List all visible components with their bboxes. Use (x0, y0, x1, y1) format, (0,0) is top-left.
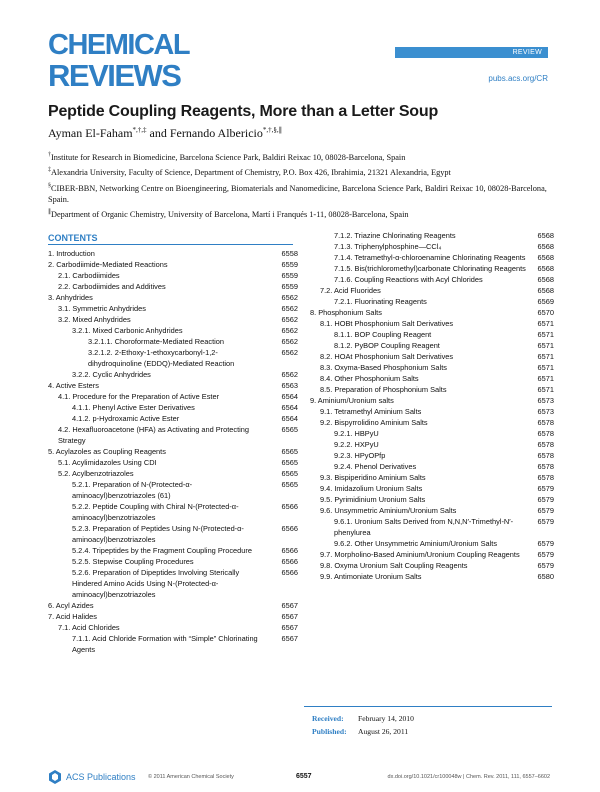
toc-entry-page: 6567 (281, 601, 298, 610)
toc-entry-page: 6571 (537, 319, 554, 328)
toc-entry[interactable] (310, 450, 554, 461)
toc-entry-page: 6567 (281, 612, 298, 621)
author-1-marks: *,†,‡ (132, 126, 147, 134)
toc-entry-page: 6565 (281, 458, 298, 467)
contents-divider (48, 244, 293, 245)
toc-entry[interactable] (48, 633, 298, 655)
toc-entry-page: 6558 (281, 249, 298, 258)
affiliation (48, 150, 558, 163)
toc-entry[interactable] (310, 461, 554, 472)
toc-entry[interactable] (48, 468, 298, 479)
toc-entry[interactable] (310, 252, 554, 263)
toc-entry[interactable] (48, 380, 298, 391)
affiliation (48, 165, 558, 178)
toc-entry-title: 4.2. Hexafluoroacetone (HFA) as Activating and Protecting Strategy (58, 425, 250, 445)
publisher-logo[interactable] (48, 770, 136, 784)
toc-entry-page: 6578 (537, 429, 554, 438)
toc-entry-title: 5.1. Acylimidazoles Using CDI (58, 458, 157, 467)
toc-entry-page: 6571 (537, 385, 554, 394)
toc-entry-page: 6565 (281, 447, 298, 456)
toc-entry-title: 7.1.6. Coupling Reactions with Acyl Chlorides (334, 275, 483, 284)
toc-entry-page: 6564 (281, 414, 298, 423)
toc-entry-page: 6559 (281, 271, 298, 280)
toc-entry[interactable] (48, 391, 298, 402)
toc-entry[interactable] (310, 263, 554, 274)
toc-entry-page: 6571 (537, 374, 554, 383)
toc-entry[interactable] (310, 241, 554, 252)
dates-divider (304, 706, 552, 707)
toc-entry[interactable] (48, 457, 298, 468)
toc-entry-title: 9.9. Antimoniate Uronium Salts (320, 572, 422, 581)
toc-entry-page: 6565 (281, 480, 298, 489)
toc-entry-page: 6565 (281, 469, 298, 478)
affiliations (48, 150, 558, 223)
toc-entry[interactable] (48, 446, 298, 457)
toc-entry-title: 3.2.1.2. 2-Ethoxy-1-ethoxycarbonyl-1,2-dihydroquinoline (EDDQ)-Mediated Reaction (88, 348, 235, 368)
author-1[interactable]: Ayman El-Faham (48, 126, 133, 140)
toc-entry-page: 6579 (537, 550, 554, 559)
toc-entry-title: 9.2. Bispyrrolidino Aminium Salts (320, 418, 428, 427)
toc-entry[interactable] (310, 318, 554, 329)
toc-entry[interactable] (48, 248, 298, 259)
toc-entry-title: 4.1. Procedure for the Preparation of Active Ester (58, 392, 220, 401)
logo-line1: CHEMICAL (48, 29, 190, 61)
toc-entry[interactable] (310, 472, 554, 483)
affiliation-text: Institute for Research in Biomedicine, Barcelona Science Park, Baldiri Reixac 10, 08028-Barcelona, Spain (51, 152, 406, 162)
toc-entry-page: 6579 (537, 517, 554, 526)
toc-entry-page: 6579 (537, 539, 554, 548)
toc-entry-title: 9.8. Oxyma Uronium Salt Coupling Reagents (320, 561, 468, 570)
toc-entry-page: 6568 (537, 242, 554, 251)
toc-entry-title: 9.6.2. Other Unsymmetric Aminium/Uronium Salts (334, 539, 498, 548)
toc-entry-page: 6578 (537, 451, 554, 460)
toc-entry-page: 6571 (537, 352, 554, 361)
toc-entry[interactable] (48, 292, 298, 303)
affiliation-text: Alexandria University, Faculty of Science, Department of Chemistry, P.O. Box 426, Ibrahimia, 21321 Alexandria, Egypt (51, 168, 451, 178)
received-date: February 14, 2010 (358, 714, 414, 723)
toc-entry-title: 3.2.1. Mixed Carbonic Anhydrides (72, 326, 183, 335)
toc-entry-page: 6578 (537, 440, 554, 449)
toc-entry[interactable] (48, 303, 298, 314)
toc-entry-page: 6579 (537, 484, 554, 493)
toc-entry[interactable] (310, 571, 554, 582)
toc-entry-page: 6569 (537, 297, 554, 306)
toc-entry-title: 7.2.1. Fluorinating Reagents (334, 297, 427, 306)
toc-entry[interactable] (48, 611, 298, 622)
toc-entry-page: 6562 (281, 348, 298, 357)
toc-entry[interactable] (48, 545, 298, 556)
journal-logo (48, 28, 198, 92)
toc-entry-title: 4. Active Esters (48, 381, 99, 390)
toc-entry-title: 9.1. Tetramethyl Aminium Salts (320, 407, 422, 416)
toc-entry[interactable] (310, 549, 554, 560)
toc-entry[interactable] (310, 230, 554, 241)
toc-entry-page: 6579 (537, 495, 554, 504)
toc-entry-title: 9.3. Bispiperidino Aminium Salts (320, 473, 426, 482)
affiliation-mark: ‡ (48, 167, 51, 174)
toc-entry-page: 6562 (281, 304, 298, 313)
toc-entry-title: 8.5. Preparation of Phosphonium Salts (320, 385, 447, 394)
toc-entry[interactable] (48, 567, 298, 600)
article-dates (312, 712, 414, 738)
author-list (48, 126, 282, 141)
toc-entry-title: 9.2.1. HBPyU (334, 429, 379, 438)
toc-entry-page: 6571 (537, 341, 554, 350)
toc-entry-page: 6568 (537, 231, 554, 240)
toc-entry-page: 6567 (281, 623, 298, 632)
toc-entry[interactable] (48, 270, 298, 281)
toc-entry-title: 8.1. HOBt Phosphonium Salt Derivatives (320, 319, 454, 328)
published-label: Published: (312, 727, 347, 736)
article-title: Peptide Coupling Reagents, More than a Letter Soup (48, 103, 439, 120)
toc-entry-page: 6568 (537, 253, 554, 262)
toc-entry-title: 5.2.6. Preparation of Dipeptides Involving Sterically Hindered Amino Acids Using N-(Protected-α-aminoacyl)benzotriazoles (72, 568, 240, 599)
toc-entry[interactable] (48, 336, 298, 347)
toc-entry[interactable] (310, 505, 554, 516)
toc-entry-title: 7.1.2. Triazine Chlorinating Reagents (334, 231, 456, 240)
toc-entry-page: 6580 (537, 572, 554, 581)
affiliation (48, 181, 558, 206)
journal-logo-mark (48, 28, 198, 92)
toc-entry-title: 3.2.1.1. Choroformate-Mediated Reaction (88, 337, 224, 346)
toc-entry-page: 6564 (281, 403, 298, 412)
toc-entry-title: 3. Anhydrides (48, 293, 93, 302)
affiliation-mark: † (48, 152, 51, 158)
toc-entry-title: 2.2. Carbodiimides and Additives (58, 282, 166, 291)
toc-entry[interactable] (310, 560, 554, 571)
toc-entry-title: 8.1.2. PyBOP Coupling Reagent (334, 341, 440, 350)
toc-entry-title: 9.6. Unsymmetric Aminium/Uronium Salts (320, 506, 457, 515)
toc-entry-title: 7.1.1. Acid Chloride Formation with “Simple” Chlorinating Agents (72, 634, 258, 654)
published-row (312, 725, 414, 738)
toc-entry-page: 6573 (537, 407, 554, 416)
toc-entry-title: 5.2.4. Tripeptides by the Fragment Coupling Procedure (72, 546, 252, 555)
toc-entry-page: 6568 (537, 286, 554, 295)
toc-entry-title: 4.1.2. p-Hydroxamic Active Ester (72, 414, 180, 423)
toc-entry-title: 7.1. Acid Chlorides (58, 623, 120, 632)
toc-entry[interactable] (310, 538, 554, 549)
toc-entry[interactable] (48, 402, 298, 413)
affiliation (48, 207, 558, 220)
toc-entry-title: 3.2. Mixed Anhydrides (58, 315, 131, 324)
toc-entry[interactable] (310, 296, 554, 307)
toc-entry[interactable] (48, 479, 298, 501)
toc-entry-page: 6562 (281, 293, 298, 302)
toc-entry[interactable] (48, 424, 298, 446)
toc-entry[interactable] (48, 556, 298, 567)
toc-entry[interactable] (48, 314, 298, 325)
toc-entry[interactable] (48, 347, 298, 369)
toc-entry-title: 3.1. Symmetric Anhydrides (58, 304, 146, 313)
author-2-marks: *,†,§,∥ (262, 126, 283, 134)
toc-entry[interactable] (310, 373, 554, 384)
toc-entry-page: 6562 (281, 370, 298, 379)
toc-entry-page: 6579 (537, 506, 554, 515)
toc-entry[interactable] (48, 600, 298, 611)
copyright: © 2011 American Chemical Society (148, 774, 234, 780)
toc-entry-title: 9.6.1. Uronium Salts Derived from N,N,N′-Trimethyl-N′-phenylurea (334, 517, 514, 537)
toc-entry[interactable] (48, 325, 298, 336)
toc-entry[interactable] (48, 413, 298, 424)
toc-entry-title: 9.5. Pyrimidinium Uronium Salts (320, 495, 426, 504)
toc-entry-page: 6570 (537, 308, 554, 317)
toc-entry[interactable] (310, 483, 554, 494)
author-conjunction: and (146, 126, 170, 140)
toc-entry[interactable] (48, 281, 298, 292)
toc-entry-page: 6566 (281, 502, 298, 511)
toc-entry-title: 4.1.1. Phenyl Active Ester Derivatives (72, 403, 195, 412)
toc-entry[interactable] (48, 369, 298, 380)
toc-entry-title: 9.4. Imidazolium Uronium Salts (320, 484, 423, 493)
affiliation-text: Department of Organic Chemistry, University of Barcelona, Martí i Franqués 1-11, 08028-Barcelona, Spain (51, 210, 409, 220)
toc-entry[interactable] (310, 439, 554, 450)
toc-entry-page: 6567 (281, 634, 298, 643)
toc-entry-title: 7.1.5. Bis(trichloromethyl)carbonate Chlorinating Reagents (334, 264, 526, 273)
toc-entry[interactable] (310, 384, 554, 395)
affiliation-mark: § (48, 182, 51, 189)
toc-entry-page: 6565 (281, 425, 298, 434)
toc-entry-page: 6571 (537, 363, 554, 372)
toc-entry-page: 6566 (281, 546, 298, 555)
affiliation-mark: ∥ (48, 209, 51, 216)
toc-entry-page: 6578 (537, 418, 554, 427)
acs-hexagon-icon (48, 770, 62, 784)
toc-entry-title: 6. Acyl Azides (48, 601, 94, 610)
section-badge: REVIEW (395, 47, 548, 58)
toc-entry-title: 9.7. Morpholino-Based Aminium/Uronium Coupling Reagents (320, 550, 520, 559)
toc-entry-page: 6573 (537, 396, 554, 405)
published-date: August 26, 2011 (358, 727, 409, 736)
doi-citation[interactable]: dx.doi.org/10.1021/cr100048w | Chem. Rev. 2011, 111, 6557–6602 (387, 774, 550, 780)
toc-entry-page: 6571 (537, 330, 554, 339)
contents-heading: CONTENTS (48, 233, 98, 243)
toc-entry-title: 5.2.2. Peptide Coupling with Chiral N-(Protected-α-aminoacyl)benzotriazoles (72, 502, 239, 522)
toc-entry[interactable] (310, 340, 554, 351)
toc-entry-page: 6566 (281, 557, 298, 566)
toc-entry-page: 6562 (281, 337, 298, 346)
publisher-name: ACS Publications (66, 772, 136, 782)
toc-entry-title: 8.3. Oxyma-Based Phosphonium Salts (320, 363, 447, 372)
toc-entry[interactable] (310, 494, 554, 505)
received-row (312, 712, 414, 725)
journal-url[interactable]: pubs.acs.org/CR (488, 74, 548, 83)
logo-line2: REVIEWS (48, 58, 181, 92)
toc-entry-title: 7.1.4. Tetramethyl-α-chloroenamine Chlorinating Reagents (334, 253, 526, 262)
toc-entry[interactable] (310, 417, 554, 428)
toc-entry-page: 6568 (537, 275, 554, 284)
toc-entry-title: 5.2. Acylbenzotriazoles (58, 469, 134, 478)
affiliation-text: CIBER-BBN, Networking Centre on Bioengineering, Biomaterials and Nanomedicine, Barcelona Science Park, Baldiri Reixac 10, 08028-Barcelona, Spain. (48, 183, 547, 204)
toc-entry-page: 6559 (281, 282, 298, 291)
toc-entry[interactable] (310, 285, 554, 296)
toc-entry[interactable] (310, 362, 554, 373)
toc-entry[interactable] (310, 274, 554, 285)
toc-entry-page: 6562 (281, 315, 298, 324)
toc-entry-title: 8. Phosphonium Salts (310, 308, 382, 317)
toc-entry-title: 5.2.3. Preparation of Peptides Using N-(Protected-α-aminoacyl)benzotriazoles (72, 524, 244, 544)
toc-entry[interactable] (310, 406, 554, 417)
toc-entry-title: 2. Carbodiimide-Mediated Reactions (48, 260, 168, 269)
toc-right-column (310, 230, 554, 582)
toc-entry-title: 5.2.5. Stepwise Coupling Procedures (72, 557, 194, 566)
toc-entry-title: 9.2.4. Phenol Derivatives (334, 462, 417, 471)
toc-entry-page: 6566 (281, 524, 298, 533)
toc-entry-page: 6578 (537, 462, 554, 471)
toc-entry[interactable] (48, 501, 298, 523)
toc-entry-page: 6564 (281, 392, 298, 401)
toc-entry-title: 7.1.3. Triphenylphosphine—CCl₄ (334, 242, 442, 251)
toc-entry[interactable] (310, 428, 554, 439)
toc-entry-title: 8.1.1. BOP Coupling Reagent (334, 330, 432, 339)
toc-entry-page: 6563 (281, 381, 298, 390)
toc-entry-title: 7. Acid Halides (48, 612, 97, 621)
page-number: 6557 (296, 773, 312, 780)
toc-entry-title: 8.4. Other Phosphonium Salts (320, 374, 419, 383)
toc-entry[interactable] (310, 329, 554, 340)
toc-entry[interactable] (310, 516, 554, 538)
toc-entry[interactable] (310, 395, 554, 406)
toc-entry-title: 9.2.3. HPyOPfp (334, 451, 386, 460)
toc-entry-page: 6578 (537, 473, 554, 482)
toc-left-column (48, 248, 298, 655)
toc-entry[interactable] (310, 307, 554, 318)
toc-entry-title: 3.2.2. Cyclic Anhydrides (72, 370, 151, 379)
toc-entry-title: 7.2. Acid Fluorides (320, 286, 381, 295)
toc-entry[interactable] (48, 259, 298, 270)
toc-entry-page: 6566 (281, 568, 298, 577)
toc-entry-title: 9. Aminium/Uronium salts (310, 396, 394, 405)
toc-entry-page: 6579 (537, 561, 554, 570)
toc-entry[interactable] (310, 351, 554, 362)
received-label: Received: (312, 714, 344, 723)
toc-entry-title: 5.2.1. Preparation of N-(Protected-α-aminoacyl)benzotriazoles (61) (72, 480, 193, 500)
toc-entry-page: 6559 (281, 260, 298, 269)
toc-entry-title: 5. Acylazoles as Coupling Reagents (48, 447, 166, 456)
toc-entry-title: 9.2.2. HXPyU (334, 440, 379, 449)
toc-entry-title: 2.1. Carbodiimides (58, 271, 120, 280)
toc-entry-page: 6568 (537, 264, 554, 273)
toc-entry-title: 1. Introduction (48, 249, 95, 258)
toc-entry-page: 6562 (281, 326, 298, 335)
toc-entry[interactable] (48, 622, 298, 633)
toc-entry-title: 8.2. HOAt Phosphonium Salt Derivatives (320, 352, 454, 361)
author-2[interactable]: Fernando Albericio (169, 126, 263, 140)
toc-entry[interactable] (48, 523, 298, 545)
